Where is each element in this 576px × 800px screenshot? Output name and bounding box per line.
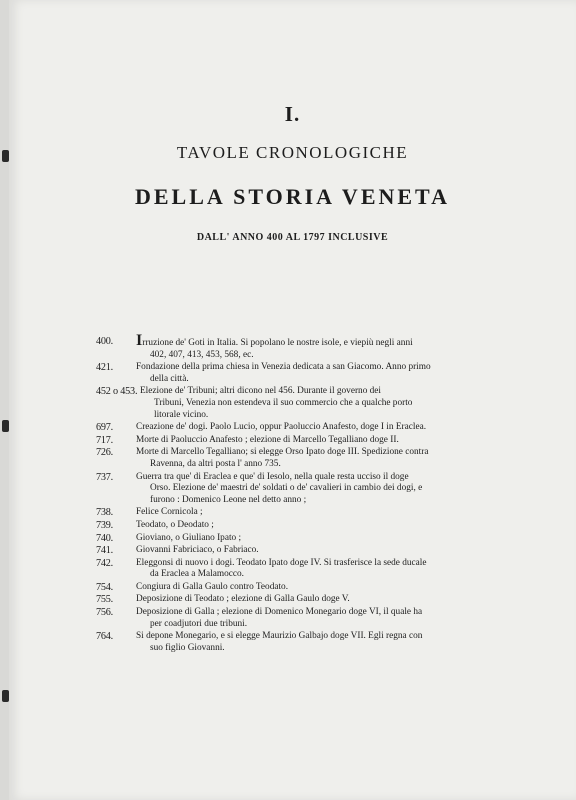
entry-first-line-text: Fondazione della prima chiesa in Venezia dedicata a san Giacomo. Anno primo — [136, 362, 431, 373]
entry-year: 740. — [96, 532, 114, 544]
chronology-entry — [96, 447, 431, 470]
chronology-entry — [96, 558, 431, 581]
entry-first-line — [136, 582, 431, 594]
entry-year: 717. — [96, 434, 114, 446]
subtitle: DALL' ANNO 400 AL 1797 INCLUSIVE — [196, 232, 389, 243]
entry-text — [136, 545, 431, 557]
entry-text — [136, 447, 431, 470]
entry-year: 741. — [96, 545, 114, 557]
entry-first-line — [136, 607, 431, 619]
entry-year: 697. — [96, 422, 114, 434]
chronology-entry — [96, 332, 431, 361]
entry-year: 452 o 453. — [96, 386, 138, 398]
entry-text — [140, 386, 431, 421]
entry-text — [136, 472, 431, 507]
binding-mark — [2, 420, 9, 432]
entry-continuation-line: furono : Domenico Leone nel detto anno ; — [150, 494, 307, 505]
entry-first-line-text: Deposizione di Teodato ; elezione di Galla Gaulo doge V. — [136, 594, 350, 605]
entry-first-line — [136, 332, 431, 350]
entry-first-line-text: Teodato, o Deodato ; — [136, 519, 214, 530]
entry-text — [136, 362, 431, 385]
entry-year: 755. — [96, 594, 114, 606]
title-line-2: DELLA STORIA VENETA — [135, 184, 450, 209]
entry-first-line-text: Morte di Paoluccio Anafesto ; elezione di Marcello Tegalliano doge II. — [136, 434, 399, 445]
entry-year: 742. — [96, 557, 114, 569]
entry-text — [136, 582, 431, 594]
entry-year: 756. — [96, 607, 114, 619]
entry-year: 737. — [96, 471, 114, 483]
entry-first-line — [136, 558, 431, 570]
entry-first-line — [136, 533, 431, 545]
entry-first-line — [136, 545, 431, 557]
entry-first-line — [136, 594, 431, 606]
entry-first-line — [140, 386, 431, 398]
entry-continuation-line: della città. — [150, 373, 189, 384]
chronology-entry — [96, 472, 431, 507]
entry-text — [136, 558, 431, 581]
entry-first-line-text: Morte di Marcello Tegalliano; si elegge Orso Ipato doge III. Spedizione contra — [136, 447, 429, 458]
entry-first-line-text: rruzione de' Goti in Italia. Si popolano le nostre isole, e viepiù negli anni — [142, 338, 413, 348]
entry-continuation-line: Tribuni, Venezia non estendeva il suo commercio che a qualche porto — [154, 397, 413, 408]
entry-first-line-text: Elezione de' Tribuni; altri dicono nel 456. Durante il governo dei — [140, 386, 382, 397]
entry-continuation-line: litorale vicino. — [154, 409, 209, 420]
entry-first-line-text: Eleggonsi di nuovo i dogi. Teodato Ipato doge IV. Si trasferisce la sede ducale — [136, 557, 427, 568]
chronology-entry — [96, 545, 431, 557]
entry-first-line — [136, 447, 431, 459]
entry-text — [136, 422, 431, 434]
chronology-entry — [96, 422, 431, 434]
entry-year: 400. — [96, 336, 114, 347]
entry-first-line-text: Deposizione di Galla ; elezione di Domenico Monegario doge VI, il quale ha — [136, 607, 423, 618]
entry-first-line — [136, 507, 431, 519]
entry-continuation-line: 402, 407, 413, 453, 568, ec. — [150, 349, 254, 360]
entry-text — [136, 594, 431, 606]
chapter-number: I. — [284, 102, 301, 126]
entry-text — [136, 435, 431, 447]
chronology-entry — [96, 520, 431, 532]
drop-cap: I — [136, 332, 143, 349]
chronology-entry — [96, 435, 431, 447]
chronology-entry — [96, 607, 431, 630]
entry-first-line — [136, 631, 431, 643]
chronology-entry — [96, 386, 431, 421]
entry-first-line — [136, 362, 431, 374]
entry-first-line — [136, 520, 431, 532]
chronology-entry — [96, 582, 431, 594]
entry-continuation-line: per coadjutori due tribuni. — [150, 618, 248, 629]
chronology-entry — [96, 594, 431, 606]
entry-first-line-text: Gioviano, o Giuliano Ipato ; — [136, 532, 242, 543]
entry-continuation-line: Orso. Elezione de' maestri de' soldati o de' cavalieri in cambio dei dogi, e — [150, 483, 423, 494]
entry-year: 754. — [96, 581, 114, 593]
binding-mark — [2, 690, 9, 702]
entry-first-line — [136, 472, 431, 484]
entry-continuation-line: da Eraclea a Malamocco. — [150, 569, 244, 580]
entry-year: 739. — [96, 519, 114, 531]
entry-text — [136, 631, 431, 654]
entry-text — [136, 332, 431, 361]
book-page — [9, 0, 576, 800]
binding-mark — [2, 150, 9, 162]
entry-first-line — [136, 435, 431, 447]
entry-first-line-text: Si depone Monegario, e si elegge Maurizio Galbajo doge VII. Egli regna con — [136, 631, 423, 642]
chronology-entry — [96, 362, 431, 385]
entry-year: 738. — [96, 507, 114, 519]
entry-first-line-text: Felice Cornicola ; — [136, 507, 203, 518]
entry-first-line-text: Giovanni Fabriciaco, o Fabriaco. — [136, 545, 259, 556]
entry-text — [136, 533, 431, 545]
chronology-list — [96, 332, 431, 655]
entry-first-line — [136, 422, 431, 434]
chronology-entry — [96, 631, 431, 654]
entry-text — [136, 507, 431, 519]
entry-first-line-text: Guerra tra que' di Eraclea e que' di Iesolo, nella quale resta ucciso il doge — [136, 471, 409, 482]
entry-year: 421. — [96, 362, 114, 374]
entry-first-line-text: Congiura di Galla Gaulo contro Teodato. — [136, 581, 289, 592]
entry-text — [136, 520, 431, 532]
entry-continuation-line: Ravenna, da altri posta l' anno 735. — [150, 458, 281, 469]
entry-year: 726. — [96, 447, 114, 459]
title-line-1: TAVOLE CRONOLOGICHE — [176, 143, 409, 162]
entry-year: 764. — [96, 631, 114, 643]
entry-text — [136, 607, 431, 630]
entry-first-line-text: Creazione de' dogi. Paolo Lucio, oppur Paoluccio Anafesto, doge I in Eraclea. — [136, 422, 427, 433]
entry-continuation-line: suo figlio Giovanni. — [150, 642, 225, 653]
chronology-entry — [96, 507, 431, 519]
chronology-entry — [96, 533, 431, 545]
